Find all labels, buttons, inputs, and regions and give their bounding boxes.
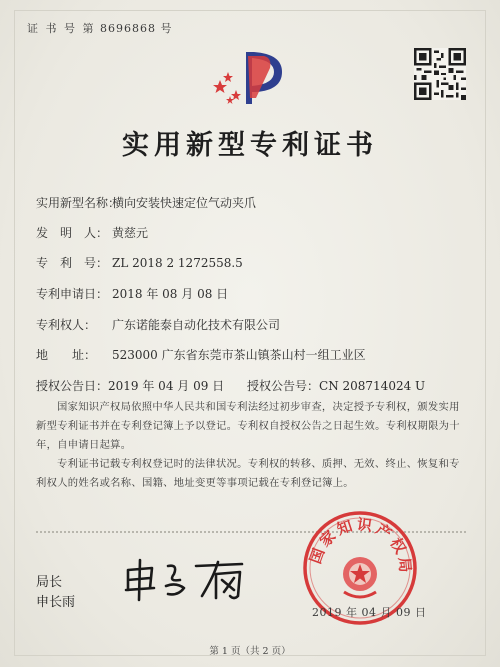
certificate-number-label: 证 书 号 第 (27, 22, 96, 35)
certificate-number (27, 20, 173, 36)
publication-date-label: 授权公告日： (36, 379, 109, 393)
page-footer: 第 1 页（共 2 页） (209, 646, 291, 657)
director-title: 局长 (36, 575, 63, 590)
field-label: 实用新型名称： (36, 196, 121, 210)
publication-date (36, 377, 224, 394)
publication-number-value: CN 208714024 U (319, 379, 426, 393)
publication-number-label: 授权公告号： (247, 379, 320, 393)
document-title: 实用新型专利证书 (122, 130, 378, 161)
director-signature (118, 556, 268, 604)
publication-date-value: 2019 年 04 月 09 日 (108, 379, 225, 393)
field-value: 广东诺能泰自动化技术有限公司 (112, 318, 281, 332)
seal-date: 2019 年 04 月 09 日 (312, 606, 427, 619)
field-value: ZL 2018 2 1272558.5 (112, 256, 243, 270)
field-label: 专利申请日： (36, 287, 109, 301)
field-address (36, 346, 366, 363)
field-utility-model-name (36, 194, 256, 211)
field-inventor (36, 224, 148, 241)
cnipa-logo-icon (212, 46, 294, 106)
body-paragraph-2: 专利证书记载专利权登记时的法律状况。专利权的转移、质押、无效、终止、恢复和专利权人的姓名或名称、国籍、地址变更等事项记载在专利登记簿上。 (36, 458, 460, 489)
svg-text:国家知识产权局: 国家知识产权局 (306, 515, 415, 577)
certificate-number-value: 8696868 (100, 22, 156, 35)
certificate-number-suffix: 号 (160, 22, 173, 35)
qr-code-icon (414, 48, 466, 100)
field-label: 地 址： (36, 348, 97, 362)
field-label: 发 明 人： (36, 226, 109, 240)
field-value: 2018 年 08 月 08 日 (112, 287, 229, 301)
field-patent-number (36, 254, 243, 271)
field-patentee (36, 316, 280, 333)
field-value: 横向安装快速定位气动夹爪 (112, 196, 257, 210)
field-label: 专利权人： (36, 318, 97, 332)
publication-number (247, 377, 425, 394)
body-paragraph-1: 国家知识产权局依照中华人民共和国专利法经过初步审查，决定授予专利权，颁发实用新型专利证书并在专利登记簿上予以登记。专利权自授权公告之日起生效。专利权期限为十年，自申请日起算。 (36, 401, 460, 451)
field-value: 黄慈元 (112, 226, 149, 240)
field-value: 523000 广东省东莞市茶山镇茶山村一组工业区 (112, 348, 366, 362)
field-application-date (36, 285, 228, 302)
director-name: 申长雨 (36, 595, 76, 610)
field-label: 专 利 号： (36, 256, 109, 270)
